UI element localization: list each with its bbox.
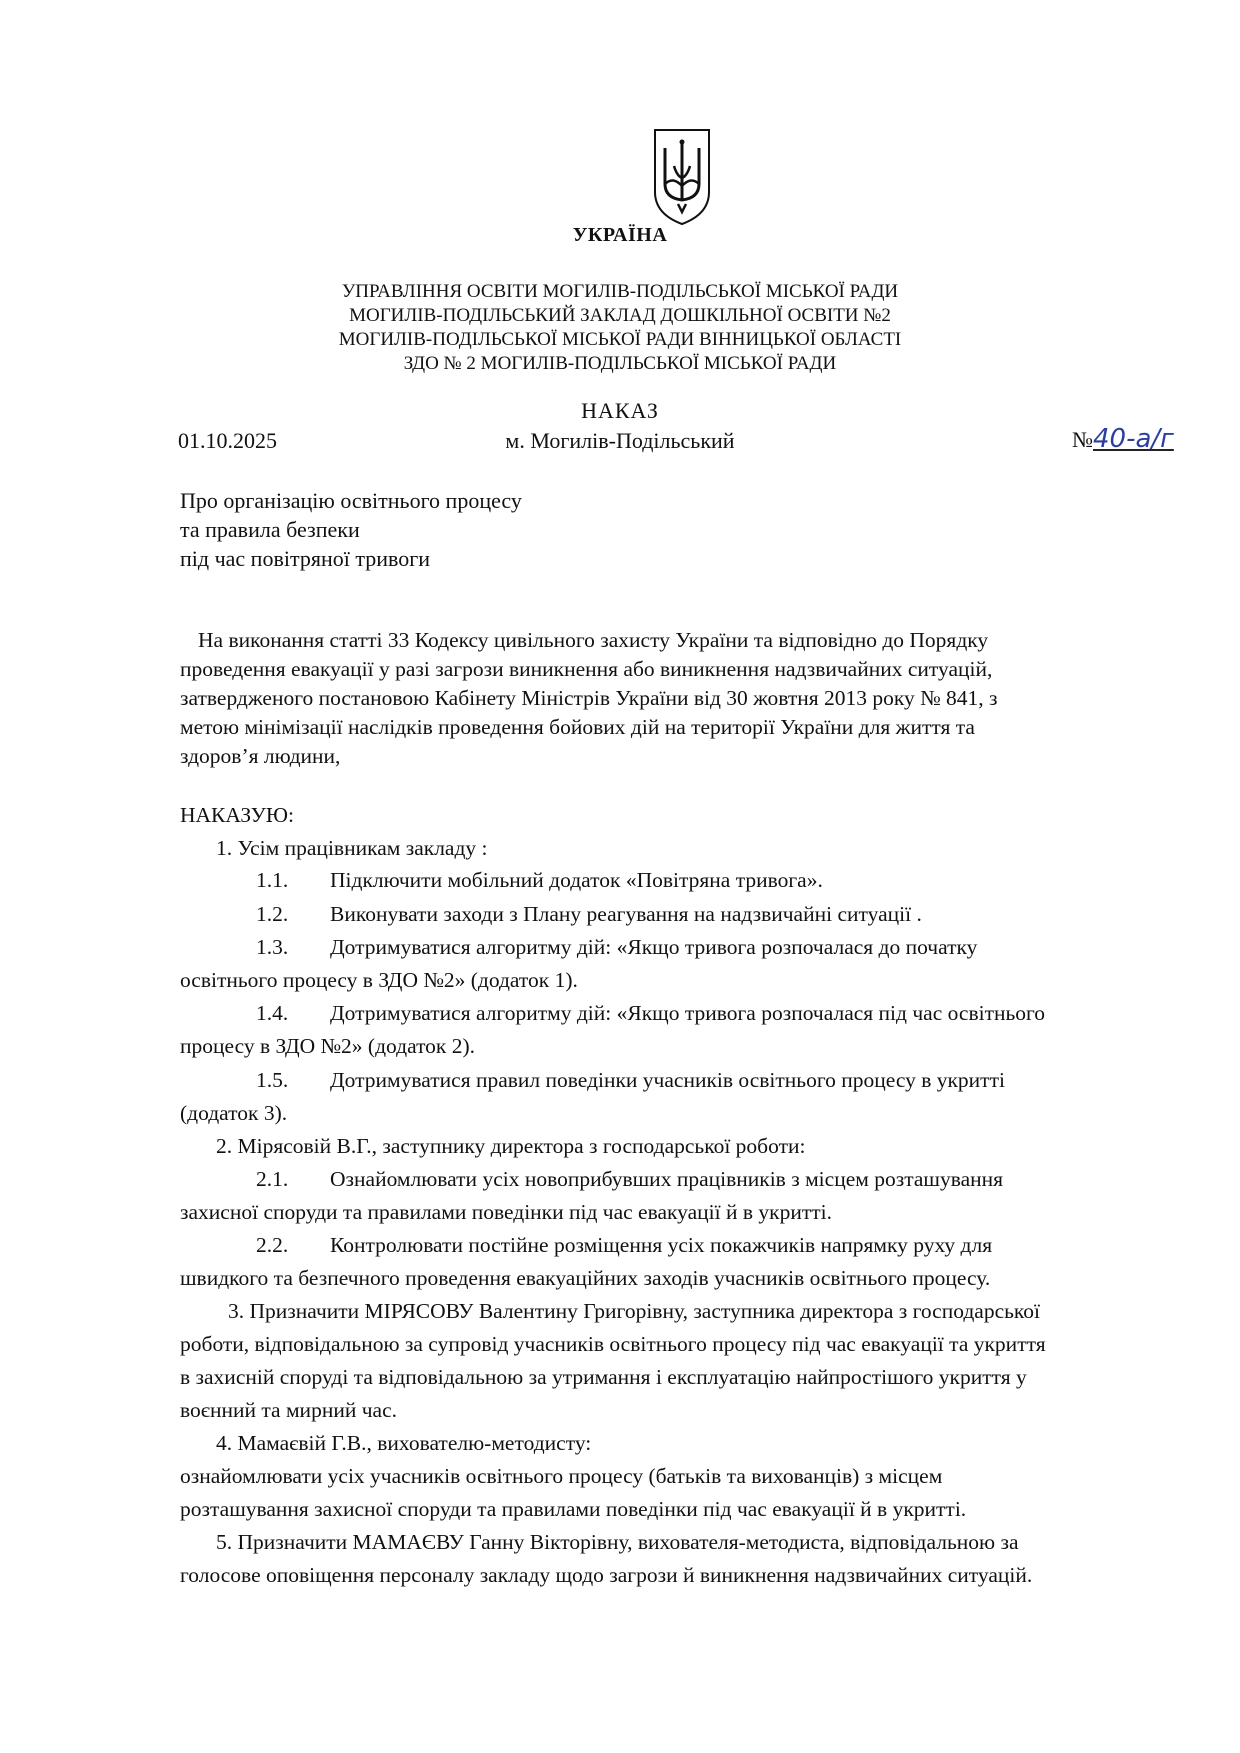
item-1-4-cont: процесу в ЗДО №2» (додаток 2).: [180, 1034, 476, 1058]
document-subject: [180, 486, 522, 573]
item-1: 1. Усім працівникам закладу :: [216, 836, 488, 860]
document-number: [1072, 424, 1174, 454]
item-number: 1.2.: [256, 902, 289, 926]
org-line-3: МОГИЛІВ-ПОДІЛЬСЬКОЇ МІСЬКОЇ РАДИ ВІННИЦЬКОЇ ОБЛАСТІ: [338, 329, 902, 350]
subject-line: під час повітряної тривоги: [180, 546, 431, 571]
subject-line: та правила безпеки: [180, 517, 360, 542]
item-3: 3. Призначити МІРЯСОВУ Валентину Григорівну, заступника директора з господарської: [228, 1299, 1041, 1323]
document-city: м. Могилів-Подільський: [505, 428, 735, 453]
item-2-1: Ознайомлювати усіх новоприбувших працівників з місцем розташування: [330, 1167, 1004, 1191]
item-number: 2.2.: [256, 1233, 289, 1257]
item-number: 2.1.: [256, 1167, 289, 1191]
item-2-2: Контролювати постійне розміщення усіх покажчиків напрямку руху для: [330, 1233, 993, 1257]
preamble-line: затвердженого постановою Кабінету Міністрів України від 30 жовтня 2013 року № 841, з: [180, 686, 998, 710]
item-2: 2. Мірясовій В.Г., заступнику директора з господарської роботи:: [216, 1134, 806, 1158]
item-3-cont: роботи, відповідальною за супровід учасників освітнього процесу під час евакуації та укриття: [180, 1332, 1046, 1356]
item-2-1-cont: захисної споруди та правилами поведінки під час евакуації й в укритті.: [180, 1200, 832, 1224]
item-1-3: Дотримуватися алгоритму дій: «Якщо тривога розпочалася до початку: [330, 935, 978, 959]
item-number: 1.3.: [256, 935, 289, 959]
item-3-cont: воєнний та мирний час.: [180, 1398, 397, 1422]
item-5-cont: голосове оповіщення персоналу закладу щодо загрози й виникнення надзвичайних ситуацій.: [180, 1563, 1033, 1587]
item-4: 4. Мамаєвій Г.В., вихователю-методисту:: [216, 1431, 592, 1455]
preamble-line: метою мінімізації наслідків проведення бойових дій на території України для життя та: [180, 715, 975, 739]
item-1-4: Дотримуватися алгоритму дій: «Якщо тривога розпочалася під час освітнього: [330, 1001, 1046, 1025]
preamble-line: На виконання статті 33 Кодексу цивільного захисту України та відповідно до Порядку: [198, 628, 989, 652]
item-4-cont: розташування захисної споруди та правилами поведінки під час евакуації й в укритті.: [180, 1497, 967, 1521]
item-1-5-cont: (додаток 3).: [180, 1101, 288, 1125]
item-1-1: Підключити мобільний додаток «Повітряна тривога».: [330, 868, 823, 892]
item-2-2-cont: швидкого та безпечного проведення евакуаційних заходів учасників освітнього процесу.: [180, 1266, 991, 1290]
preamble-line: здоров’я людини,: [180, 744, 341, 768]
item-number: 1.1.: [256, 868, 289, 892]
item-4-cont: ознайомлювати усіх учасників освітнього процесу (батьків та вихованців) з місцем: [180, 1464, 943, 1488]
document-type: НАКАЗ: [581, 398, 659, 423]
item-1-5: Дотримуватися правил поведінки учасників освітнього процесу в укритті: [330, 1068, 1005, 1092]
org-line-2: МОГИЛІВ-ПОДІЛЬСЬКИЙ ЗАКЛАД ДОШКІЛЬНОЇ ОСВІТИ №2: [349, 305, 891, 326]
coat-of-arms-icon: [647, 126, 717, 226]
item-number: 1.4.: [256, 1001, 289, 1025]
order-word: НАКАЗУЮ:: [180, 803, 294, 827]
item-1-2: Виконувати заходи з Плану реагування на надзвичайні ситуації .: [330, 902, 922, 926]
item-5: 5. Призначити МАМАЄВУ Ганну Вікторівну, вихователя-методиста, відповідальною за: [216, 1530, 1019, 1554]
item-number: 1.5.: [256, 1068, 289, 1092]
org-line-4: ЗДО № 2 МОГИЛІВ-ПОДІЛЬСЬКОЇ МІСЬКОЇ РАДИ: [403, 353, 837, 374]
subject-line: Про організацію освітнього процесу: [180, 488, 522, 513]
number-prefix: №: [1072, 427, 1093, 452]
item-3-cont: в захисній споруді та відповідальною за утримання і експлуатацію найпростішого укриття у: [180, 1365, 1027, 1389]
org-line-1: УПРАВЛІННЯ ОСВІТИ МОГИЛІВ-ПОДІЛЬСЬКОЇ МІСЬКОЇ РАДИ: [341, 281, 899, 302]
document-date: 01.10.2025: [178, 428, 277, 453]
preamble-line: проведення евакуації у разі загрози виникнення або виникнення надзвичайних ситуацій,: [180, 657, 993, 681]
country-name: УКРАЇНА: [572, 224, 668, 246]
number-handwritten: 40-а/г: [1093, 424, 1174, 454]
item-1-3-cont: освітнього процесу в ЗДО №2» (додаток 1).: [180, 968, 578, 992]
